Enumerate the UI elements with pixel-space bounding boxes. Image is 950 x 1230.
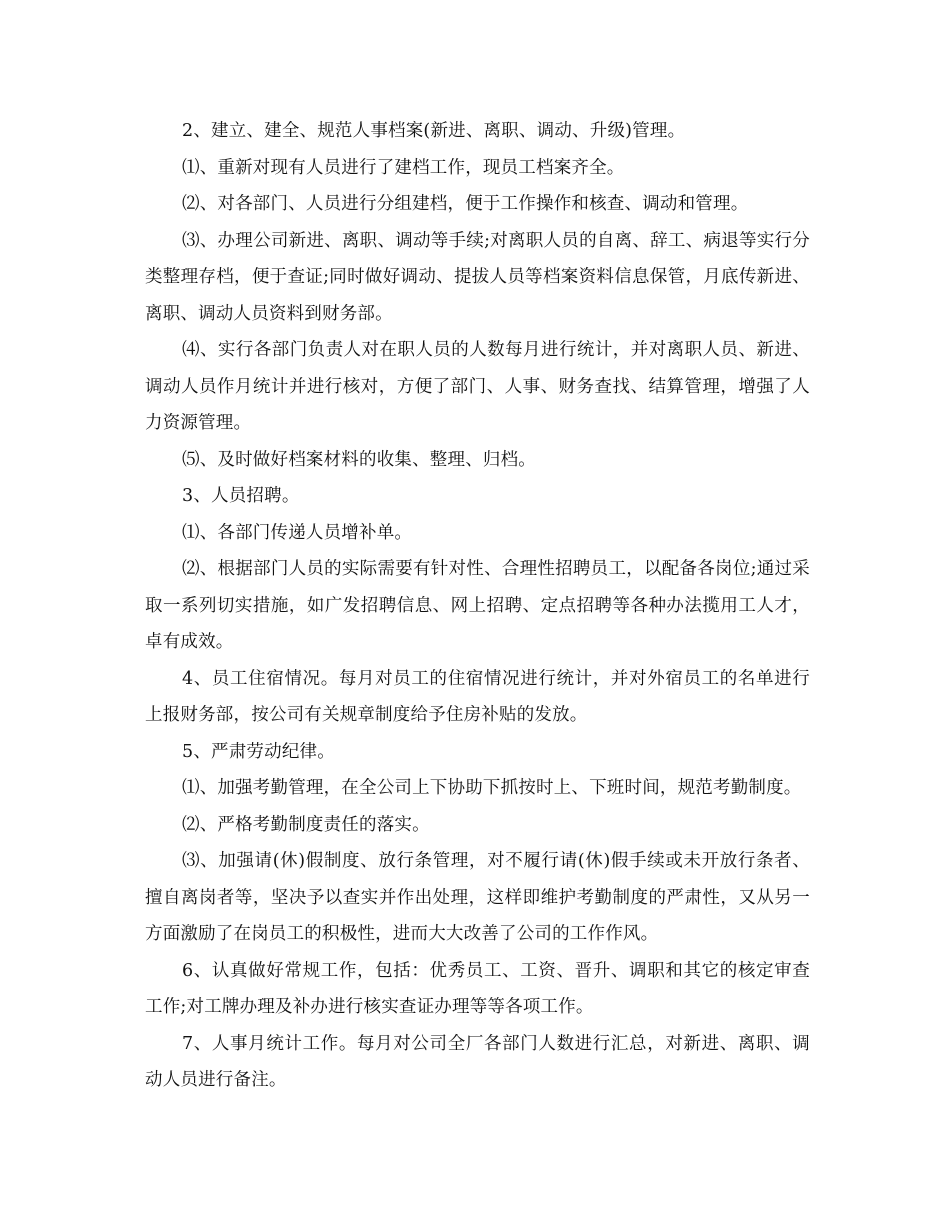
paragraph-5-3-leave-management: ⑶、加强请(休)假制度、放行条管理，对不履行请(休)假手续或未开放行条者、擅自离岗者等，坚决予以查实并作出处理，这样即维护考勤制度的严肃性，又从另一方面激励了在岗员工的积极性，进而大大改善了公司的工作作风。 [145,851,810,944]
paragraph-3-2-targeted-hiring: ⑵、根据部门人员的实际需要有针对性、合理性招聘员工，以配备各岗位;通过采取一系列切实措施，如广发招聘信息、网上招聘、定点招聘等各种办法揽用工人才，卓有成效。 [145,559,810,652]
paragraph-2-5-filing: ⑸、及时做好档案材料的收集、整理、归档。 [182,449,536,470]
paragraph-7-monthly-hr-statistics: 7、人事月统计工作。每月对公司全厂各部门人数进行汇总，对新进、离职、调动人员进行备注。 [145,1033,810,1090]
paragraph-5-2-responsibility: ⑵、严格考勤制度责任的落实。 [182,814,430,835]
paragraph-5-discipline: 5、严肃劳动纪律。 [182,741,335,762]
paragraph-6-routine-work: 6、认真做好常规工作，包括：优秀员工、工资、晋升、调职和其它的核定审查工作;对工牌办理及补办进行核实查证办理等等各项工作。 [145,960,810,1017]
paragraph-3-recruitment: 3、人员招聘。 [182,486,300,506]
paragraph-2-1-rebuild-files: ⑴、重新对现有人员进行了建档工作，现员工档案齐全。 [182,157,625,178]
paragraph-2-archive-management: 2、建立、建全、规范人事档案(新进、离职、调动、升级)管理。 [182,121,686,141]
document-body [145,113,810,1099]
paragraph-5-1-attendance: ⑴、加强考勤管理，在全公司上下协助下抓按时上、下班时间，规范考勤制度。 [182,778,802,798]
paragraph-2-2-group-files: ⑵、对各部门、人员进行分组建档，便于工作操作和核查、调动和管理。 [182,194,749,214]
paragraph-2-3-procedures: ⑶、办理公司新进、离职、调动等手续;对离职人员的自离、辞工、病退等实行分类整理存档，便于查证;同时做好调动、提拔人员等档案资料信息保管，月底传新进、离职、调动人员资料到财务部。 [145,230,810,324]
paragraph-2-4-monthly-statistics: ⑷、实行各部门负责人对在职人员的人数每月进行统计，并对离职人员、新进、调动人员作月统计并进行核对，方便了部门、人事、财务查找、结算管理，增强了人力资源管理。 [145,340,810,433]
paragraph-3-1-requisition: ⑴、各部门传递人员增补单。 [182,522,413,543]
paragraph-4-accommodation: 4、员工住宿情况。每月对员工的住宿情况进行统计，并对外宿员工的名单进行上报财务部，按公司有关规章制度给予住房补贴的发放。 [145,668,810,725]
